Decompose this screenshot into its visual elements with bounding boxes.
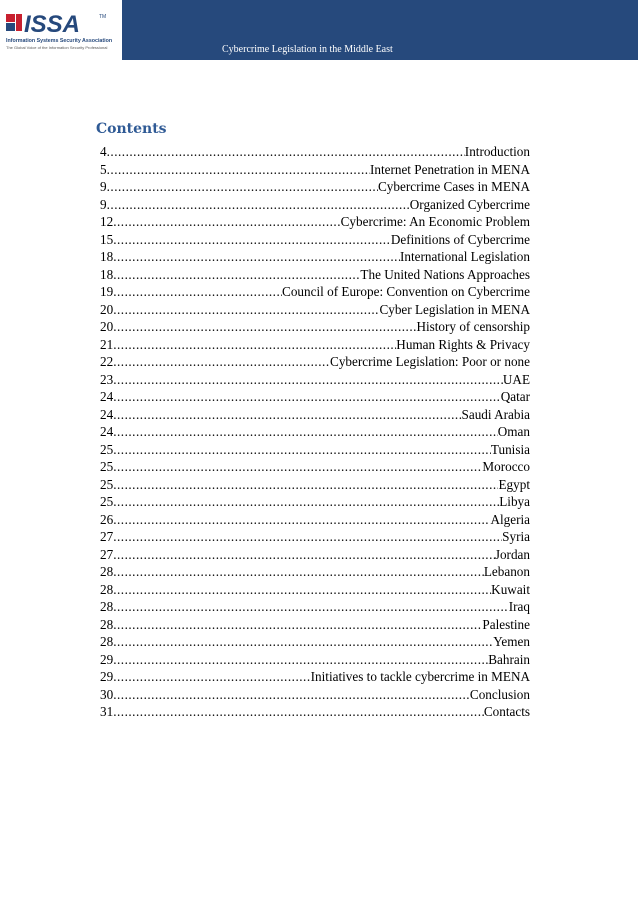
toc-entry-title: Morocco <box>482 459 530 474</box>
toc-entry-title: Initiatives to tackle cybercrime in MENA <box>310 669 530 684</box>
toc-entry[interactable] <box>100 668 530 686</box>
toc-entry-title: Council of Europe: Convention on Cybercrime <box>282 284 530 299</box>
toc-leader-dots <box>113 266 360 284</box>
toc-entry-title: UAE <box>502 371 530 387</box>
toc-entry-title: Qatar <box>500 389 530 404</box>
toc-entry[interactable] <box>100 458 530 476</box>
toc-page-number: 28 <box>100 581 114 597</box>
toc-leader-dots <box>107 196 410 214</box>
toc-entry-title: Conclusion <box>469 686 530 702</box>
toc-entry[interactable] <box>100 388 530 406</box>
toc-entry[interactable] <box>100 598 530 616</box>
toc-page-number: 22 <box>100 354 114 369</box>
toc-leader-dots <box>107 161 370 179</box>
toc-entry-title: Organized Cybercrime <box>409 196 530 212</box>
toc-page-number: 25 <box>100 476 114 492</box>
toc-leader-dots <box>113 668 310 686</box>
toc-entry-title: Kuwait <box>491 581 530 597</box>
toc-entry[interactable] <box>100 651 530 669</box>
toc-page-number: 27 <box>100 546 114 562</box>
toc-leader-dots <box>107 143 465 161</box>
toc-entry[interactable] <box>100 493 530 511</box>
toc-leader-dots <box>113 616 482 634</box>
toc-page-number: 4 <box>100 144 107 159</box>
toc-leader-dots <box>113 423 498 441</box>
toc-entry[interactable] <box>100 336 530 354</box>
toc-entry[interactable] <box>100 441 530 459</box>
toc-entry[interactable] <box>100 406 530 424</box>
toc-entry-title: Lebanon <box>483 564 530 579</box>
contents-heading: Contents <box>96 121 167 137</box>
toc-entry-title: Bahrain <box>488 651 530 667</box>
toc-page-number: 25 <box>100 494 114 509</box>
toc-leader-dots <box>113 231 391 249</box>
toc-leader-dots <box>113 476 498 494</box>
toc-entry[interactable] <box>100 371 530 389</box>
toc-entry-title: Internet Penetration in MENA <box>369 161 530 177</box>
toc-page-number: 20 <box>100 301 114 317</box>
toc-entry[interactable] <box>100 196 530 214</box>
toc-page-number: 21 <box>100 336 114 352</box>
toc-entry-title: Cybercrime: An Economic Problem <box>340 214 530 229</box>
toc-leader-dots <box>113 598 509 616</box>
toc-page-number: 25 <box>100 459 114 474</box>
toc-entry-title: Jordan <box>494 546 530 562</box>
toc-entry[interactable] <box>100 161 530 179</box>
toc-page-number: 9 <box>100 179 107 194</box>
toc-page-number: 29 <box>100 651 114 667</box>
toc-entry-title: Palestine <box>482 616 530 632</box>
toc-leader-dots <box>113 318 416 336</box>
toc-entry[interactable] <box>100 143 530 161</box>
toc-entry[interactable] <box>100 616 530 634</box>
toc-leader-dots <box>113 248 400 266</box>
toc-leader-dots <box>113 686 470 704</box>
toc-leader-dots <box>113 563 484 581</box>
toc-leader-dots <box>113 336 396 354</box>
toc-entry[interactable] <box>100 318 530 336</box>
toc-leader-dots <box>113 493 499 511</box>
toc-page-number: 28 <box>100 564 114 579</box>
toc-entry[interactable] <box>100 301 530 319</box>
toc-entry[interactable] <box>100 703 530 721</box>
header-banner <box>122 0 638 60</box>
toc-entry[interactable] <box>100 686 530 704</box>
toc-page-number: 5 <box>100 161 107 177</box>
toc-page-number: 29 <box>100 669 114 684</box>
toc-page-number: 19 <box>100 284 114 299</box>
toc-leader-dots <box>113 283 282 301</box>
toc-leader-dots <box>113 511 490 529</box>
toc-entry-title: Definitions of Cybercrime <box>390 231 530 247</box>
toc-page-number: 18 <box>100 266 114 282</box>
toc-entry[interactable] <box>100 178 530 196</box>
toc-leader-dots <box>113 441 491 459</box>
toc-entry-title: Cyber Legislation in MENA <box>379 301 530 317</box>
toc-leader-dots <box>113 458 482 476</box>
toc-leader-dots <box>113 301 379 319</box>
toc-page-number: 28 <box>100 616 114 632</box>
toc-entry[interactable] <box>100 476 530 494</box>
toc-entry[interactable] <box>100 563 530 581</box>
toc-page-number: 26 <box>100 511 114 527</box>
toc-page-number: 24 <box>100 389 114 404</box>
toc-entry-title: Contacts <box>483 704 530 719</box>
toc-entry-title: Syria <box>502 529 530 544</box>
toc-leader-dots <box>113 581 491 599</box>
toc-entry-title: Iraq <box>508 599 530 614</box>
toc-entry[interactable] <box>100 283 530 301</box>
logo-tm: TM <box>99 14 107 20</box>
toc-page-number: 27 <box>100 529 114 544</box>
toc-entry-title: History of censorship <box>416 319 530 334</box>
table-of-contents <box>100 143 530 721</box>
issa-logo <box>0 0 120 62</box>
toc-leader-dots <box>113 703 484 721</box>
document-title: Cybercrime Legislation in the Middle East <box>222 44 393 55</box>
toc-entry[interactable] <box>100 633 530 651</box>
toc-leader-dots <box>113 388 501 406</box>
toc-entry-title: Libya <box>499 494 530 509</box>
toc-entry[interactable] <box>100 248 530 266</box>
toc-page-number: 20 <box>100 319 114 334</box>
toc-entry-title: International Legislation <box>399 249 530 264</box>
toc-page-number: 12 <box>100 214 114 229</box>
toc-page-number: 24 <box>100 406 114 422</box>
toc-entry[interactable] <box>100 511 530 529</box>
toc-page-number: 15 <box>100 231 114 247</box>
toc-page-number: 31 <box>100 704 114 719</box>
toc-entry[interactable] <box>100 581 530 599</box>
logo-wordmark: ISSA <box>24 11 81 38</box>
toc-entry[interactable] <box>100 353 530 371</box>
toc-entry[interactable] <box>100 213 530 231</box>
toc-page-number: 9 <box>100 196 107 212</box>
toc-leader-dots <box>113 213 340 231</box>
toc-entry[interactable] <box>100 423 530 441</box>
logo-tagline-2: The Global Voice of the Information Security Professional <box>6 45 108 50</box>
toc-leader-dots <box>113 651 488 669</box>
toc-page-number: 30 <box>100 686 114 702</box>
toc-leader-dots <box>107 178 378 196</box>
toc-entry-title: Cybercrime Legislation: Poor or none <box>330 354 530 369</box>
logo-tagline-1: Information Systems Security Association <box>6 38 113 44</box>
toc-leader-dots <box>113 528 502 546</box>
toc-entry-title: Saudi Arabia <box>461 406 530 422</box>
page-header <box>0 0 638 62</box>
toc-page-number: 23 <box>100 371 114 387</box>
toc-leader-dots <box>113 353 330 371</box>
issa-logo-icon <box>4 10 116 56</box>
toc-entry[interactable] <box>100 231 530 249</box>
toc-entry-title: Introduction <box>464 144 530 159</box>
toc-entry-title: Oman <box>497 424 530 439</box>
toc-page-number: 28 <box>100 599 114 614</box>
toc-leader-dots <box>113 406 461 424</box>
toc-entry-title: Algeria <box>490 511 530 527</box>
toc-leader-dots <box>113 371 503 389</box>
toc-entry-title: Egypt <box>498 476 530 492</box>
toc-page-number: 25 <box>100 441 114 457</box>
toc-leader-dots <box>113 633 493 651</box>
toc-page-number: 18 <box>100 249 114 264</box>
toc-entry-title: The United Nations Approaches <box>360 266 530 282</box>
toc-entry[interactable] <box>100 546 530 564</box>
toc-entry[interactable] <box>100 528 530 546</box>
toc-leader-dots <box>113 546 495 564</box>
toc-entry-title: Cybercrime Cases in MENA <box>378 179 530 194</box>
toc-page-number: 28 <box>100 634 114 649</box>
toc-entry-title: Tunisia <box>490 441 530 457</box>
toc-page-number: 24 <box>100 424 114 439</box>
toc-entry-title: Yemen <box>493 634 530 649</box>
toc-entry-title: Human Rights & Privacy <box>396 336 530 352</box>
toc-entry[interactable] <box>100 266 530 284</box>
